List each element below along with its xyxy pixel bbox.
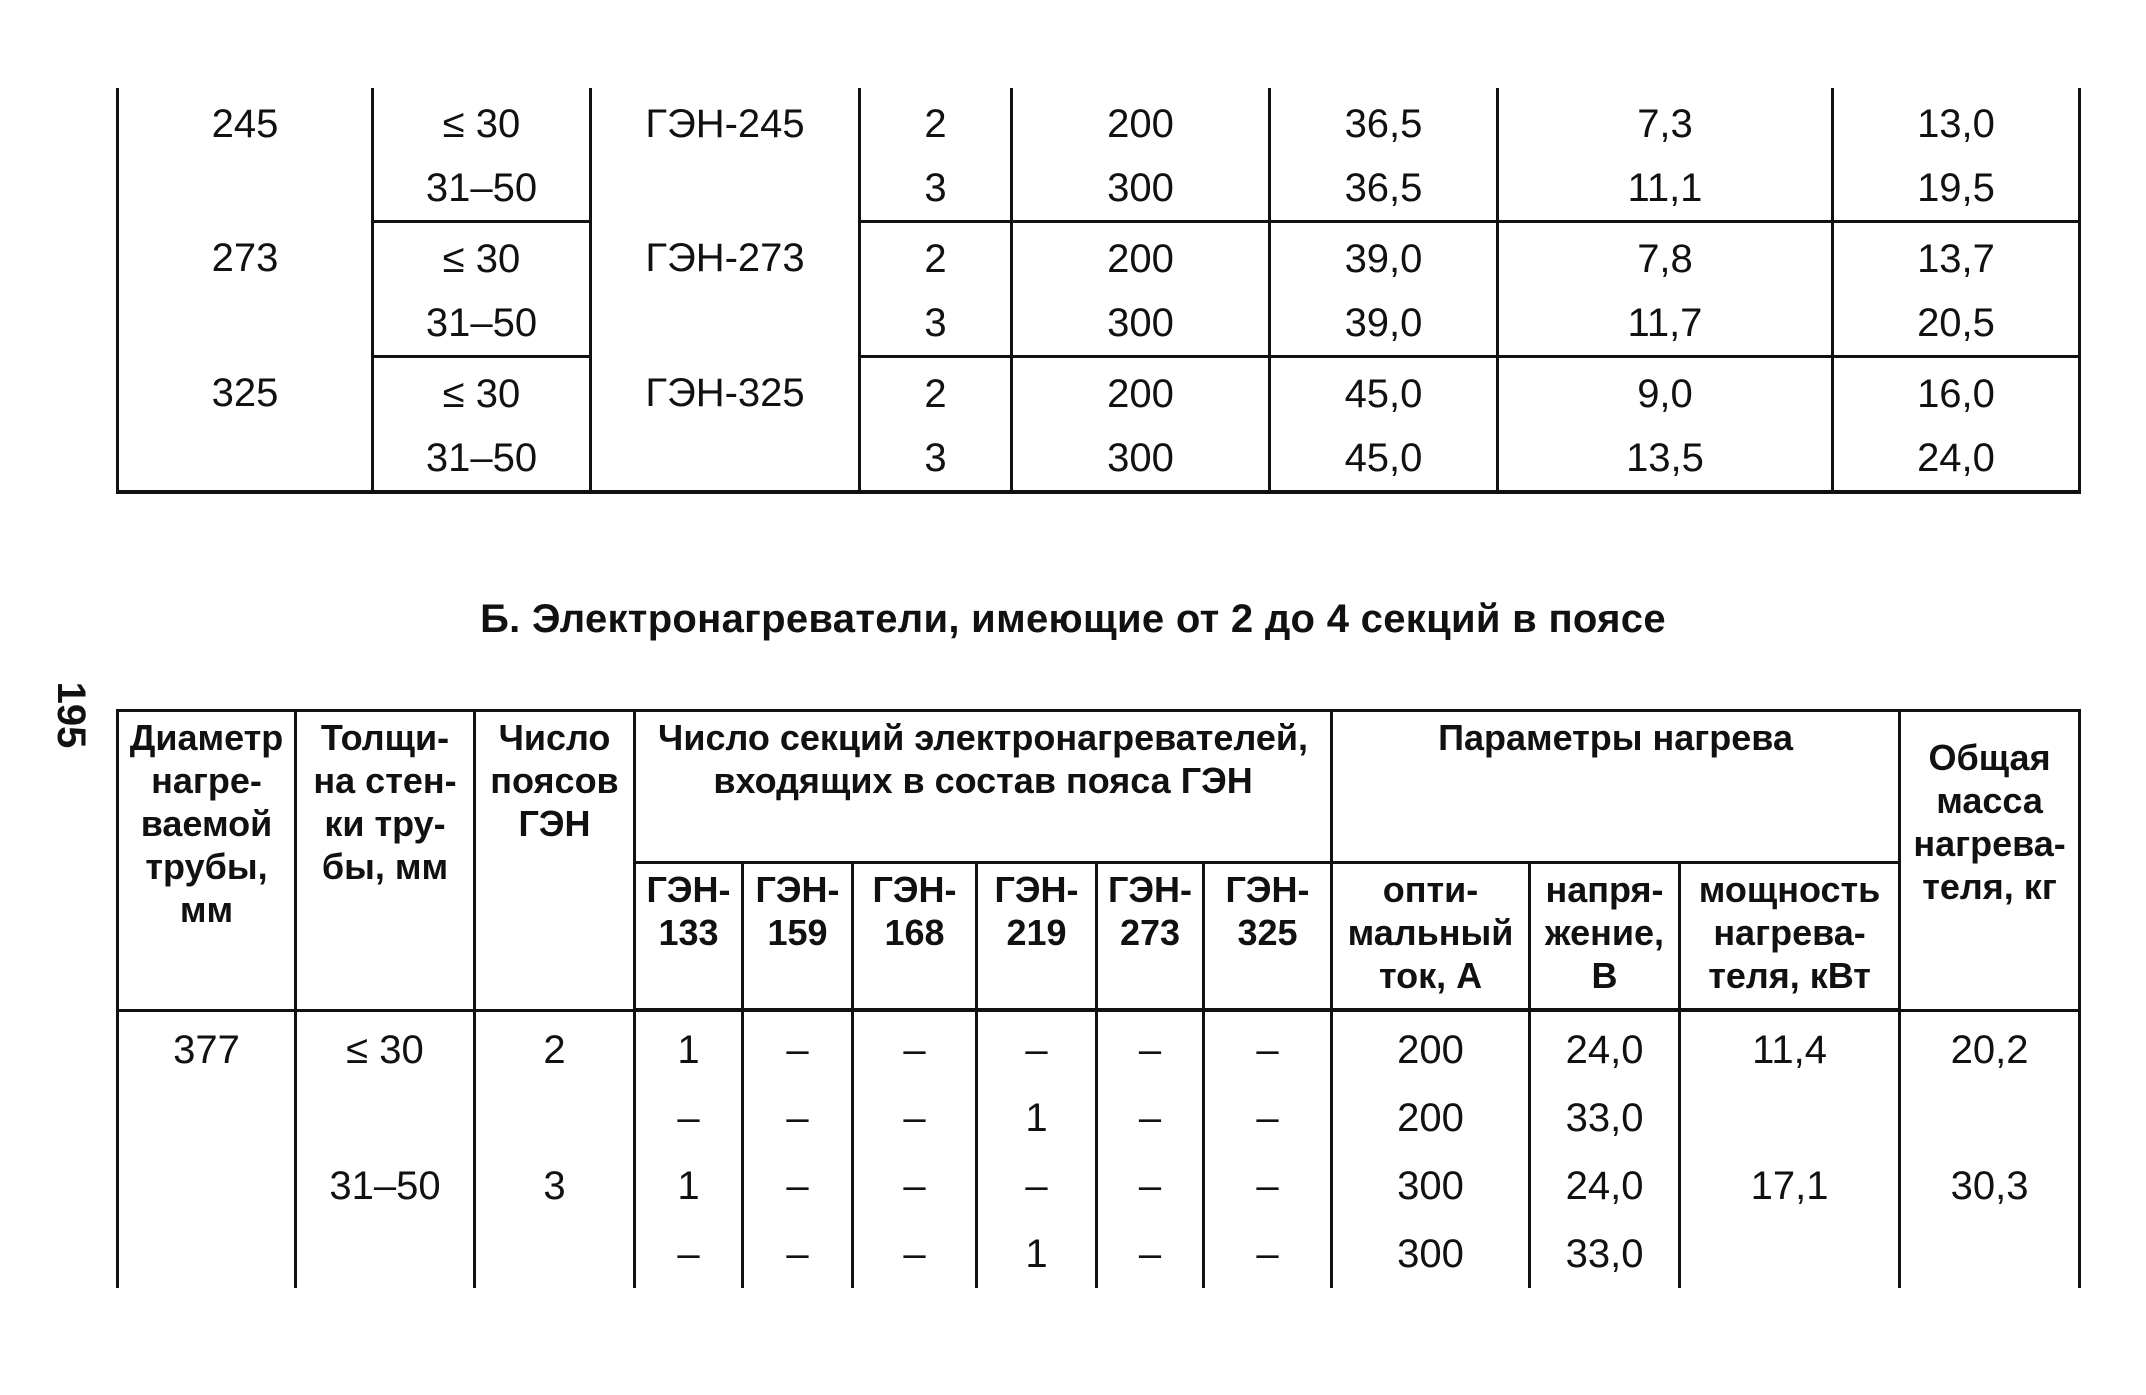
current-cell: 200 — [1332, 1084, 1530, 1152]
thickness-cell: ≤ 30 — [373, 88, 591, 156]
current-cell: 200 — [1012, 222, 1270, 292]
table-header-row — [118, 711, 2080, 863]
heater-table-multisection — [116, 709, 2081, 1288]
current-cell: 200 — [1012, 357, 1270, 427]
header-section-gen325: ГЭН- 325 — [1204, 863, 1332, 1011]
belts-cell: 2 — [860, 357, 1012, 427]
current-cell: 200 — [1012, 88, 1270, 156]
section-cell: – — [635, 1084, 743, 1152]
voltage-cell: 33,0 — [1530, 1220, 1680, 1288]
thickness-cell: 31–50 — [373, 156, 591, 222]
voltage-cell: 24,0 — [1530, 1152, 1680, 1220]
current-cell: 300 — [1012, 291, 1270, 357]
section-cell: 1 — [977, 1220, 1097, 1288]
thickness-cell: ≤ 30 — [373, 222, 591, 292]
table-row — [118, 1010, 2080, 1084]
table-row — [118, 357, 2080, 427]
belts-cell: 2 — [475, 1010, 635, 1084]
belts-cell — [475, 1084, 635, 1152]
header-section-gen219: ГЭН- 219 — [977, 863, 1097, 1011]
belts-cell: 3 — [860, 426, 1012, 492]
belts-cell: 3 — [860, 291, 1012, 357]
section-cell: – — [1097, 1220, 1204, 1288]
table-row — [118, 426, 2080, 492]
voltage-cell: 33,0 — [1530, 1084, 1680, 1152]
section-cell: 1 — [977, 1084, 1097, 1152]
section-cell: – — [853, 1220, 977, 1288]
power-cell: 11,4 — [1680, 1010, 1900, 1084]
mass-cell: 20,2 — [1900, 1010, 2080, 1084]
section-cell: – — [743, 1084, 853, 1152]
header-section-gen168: ГЭН- 168 — [853, 863, 977, 1011]
current-cell: 300 — [1012, 156, 1270, 222]
model-cell: ГЭН-245 — [591, 88, 860, 222]
belts-cell: 2 — [860, 88, 1012, 156]
mass-cell: 16,0 — [1833, 357, 2080, 427]
belts-cell: 2 — [860, 222, 1012, 292]
table-row — [118, 291, 2080, 357]
header-thickness: Толщи- на стен- ки тру- бы, мм — [296, 711, 475, 1011]
section-cell: – — [635, 1220, 743, 1288]
section-title: Б. Электронагреватели, имеющие от 2 до 4 секций в поясе — [480, 597, 1666, 641]
power-cell: 7,8 — [1498, 222, 1833, 292]
table-row — [118, 156, 2080, 222]
power-cell — [1680, 1220, 1900, 1288]
voltage-cell: 36,5 — [1270, 156, 1498, 222]
power-cell: 17,1 — [1680, 1152, 1900, 1220]
section-cell: – — [743, 1220, 853, 1288]
thickness-cell: ≤ 30 — [373, 357, 591, 427]
section-cell: – — [1204, 1010, 1332, 1084]
voltage-cell: 45,0 — [1270, 357, 1498, 427]
voltage-cell: 45,0 — [1270, 426, 1498, 492]
table-row — [118, 88, 2080, 156]
header-params-group: Параметры нагрева — [1332, 711, 1900, 863]
header-sections-group: Число секций электронагревателей, входящих в состав пояса ГЭН — [635, 711, 1332, 863]
power-cell: 13,5 — [1498, 426, 1833, 492]
header-section-gen273: ГЭН- 273 — [1097, 863, 1204, 1011]
section-cell: – — [1097, 1084, 1204, 1152]
section-cell: – — [977, 1152, 1097, 1220]
diameter-cell: 377 — [118, 1010, 296, 1084]
diameter-cell: 325 — [118, 357, 373, 493]
diameter-cell — [118, 1084, 296, 1152]
header-diameter: Диаметр нагре- ваемой трубы, мм — [118, 711, 296, 1011]
header-section-gen159: ГЭН- 159 — [743, 863, 853, 1011]
heater-table-continuation — [116, 88, 2081, 494]
belts-cell: 3 — [860, 156, 1012, 222]
section-cell: – — [743, 1010, 853, 1084]
power-cell — [1680, 1084, 1900, 1152]
thickness-cell: 31–50 — [373, 291, 591, 357]
belts-cell — [475, 1220, 635, 1288]
model-cell: ГЭН-325 — [591, 357, 860, 493]
section-cell: – — [853, 1084, 977, 1152]
section-cell: – — [743, 1152, 853, 1220]
thickness-cell — [296, 1220, 475, 1288]
mass-cell — [1900, 1084, 2080, 1152]
header-belts: Число поясов ГЭН — [475, 711, 635, 1011]
thickness-cell: 31–50 — [296, 1152, 475, 1220]
section-cell: – — [1204, 1152, 1332, 1220]
section-cell: – — [977, 1010, 1097, 1084]
voltage-cell: 39,0 — [1270, 291, 1498, 357]
model-cell: ГЭН-273 — [591, 222, 860, 357]
current-cell: 300 — [1012, 426, 1270, 492]
section-cell: 1 — [635, 1152, 743, 1220]
power-cell: 9,0 — [1498, 357, 1833, 427]
current-cell: 200 — [1332, 1010, 1530, 1084]
table-row — [118, 222, 2080, 292]
header-voltage: напря- жение, В — [1530, 863, 1680, 1011]
section-cell: – — [1097, 1010, 1204, 1084]
section-cell: – — [853, 1010, 977, 1084]
belts-cell: 3 — [475, 1152, 635, 1220]
diameter-cell — [118, 1152, 296, 1220]
header-mass: Общая масса нагрева- теля, кг — [1900, 711, 2080, 1011]
mass-cell: 19,5 — [1833, 156, 2080, 222]
thickness-cell: ≤ 30 — [296, 1010, 475, 1084]
section-cell: – — [1204, 1084, 1332, 1152]
voltage-cell: 24,0 — [1530, 1010, 1680, 1084]
power-cell: 11,7 — [1498, 291, 1833, 357]
voltage-cell: 36,5 — [1270, 88, 1498, 156]
mass-cell: 24,0 — [1833, 426, 2080, 492]
current-cell: 300 — [1332, 1152, 1530, 1220]
table-row — [118, 1220, 2080, 1288]
section-cell: – — [1204, 1220, 1332, 1288]
voltage-cell: 39,0 — [1270, 222, 1498, 292]
header-current: опти- мальный ток, А — [1332, 863, 1530, 1011]
page-number: 195 — [49, 681, 93, 749]
diameter-cell — [118, 1220, 296, 1288]
diameter-cell: 245 — [118, 88, 373, 222]
mass-cell: 30,3 — [1900, 1152, 2080, 1220]
mass-cell — [1900, 1220, 2080, 1288]
section-cell: – — [853, 1152, 977, 1220]
power-cell: 11,1 — [1498, 156, 1833, 222]
power-cell: 7,3 — [1498, 88, 1833, 156]
header-power: мощность нагрева- теля, кВт — [1680, 863, 1900, 1011]
table-row — [118, 1152, 2080, 1220]
section-cell: – — [1097, 1152, 1204, 1220]
section-cell: 1 — [635, 1010, 743, 1084]
current-cell: 300 — [1332, 1220, 1530, 1288]
diameter-cell: 273 — [118, 222, 373, 357]
thickness-cell: 31–50 — [373, 426, 591, 492]
mass-cell: 13,0 — [1833, 88, 2080, 156]
table-row — [118, 1084, 2080, 1152]
thickness-cell — [296, 1084, 475, 1152]
header-section-gen133: ГЭН- 133 — [635, 863, 743, 1011]
mass-cell: 20,5 — [1833, 291, 2080, 357]
mass-cell: 13,7 — [1833, 222, 2080, 292]
